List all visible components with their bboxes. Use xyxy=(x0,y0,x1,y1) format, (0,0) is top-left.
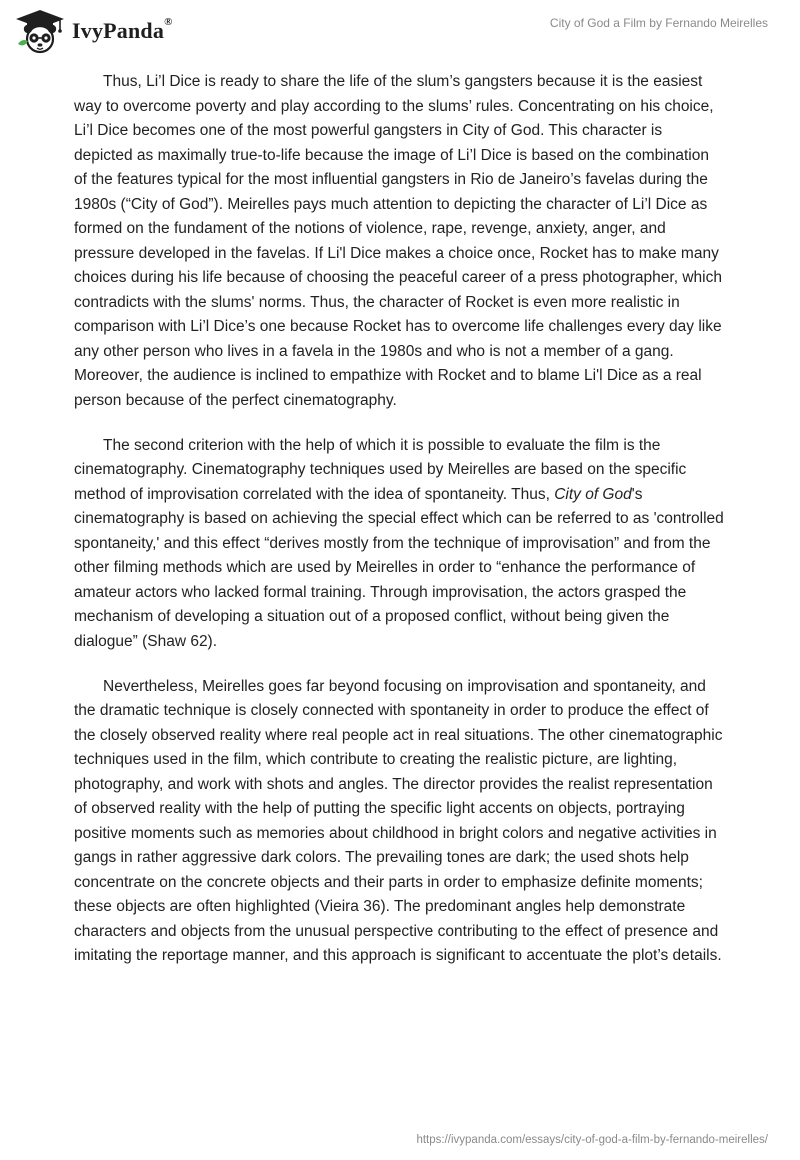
brand-logo[interactable] xyxy=(14,8,173,54)
source-url-link[interactable]: https://ivypanda.com/essays/city-of-god-a-film-by-fernando-meirelles/ xyxy=(416,1134,768,1146)
paragraph-3: Nevertheless, Meirelles goes far beyond focusing on improvisation and spontaneity, and the dramatic technique is closely connected with spontaneity in order to produce the effect of the closely observed reality where real people act in real situations. The other cinematographic techniques used in the film, which contribute to creating the realistic picture, are lighting, photography, and work with shots and angles. The director provides the realist representation of observed reality with the help of putting the specific light accents on objects, portraying positive moments such as memories about childhood in bright colors and negative activities in gangs in rather aggressive dark colors. The prevailing tones are dark; the used shots help concentrate on the concrete objects and their parts in order to emphasize definite moments; these objects are often highlighted (Vieira 36). The predominant angles help demonstrate characters and objects from the unusual perspective contributing to the effect of presence and imitating the reportage manner, and this approach is significant to accentuate the plot’s details. xyxy=(74,677,723,964)
paragraph-2-text-b: 's cinematography is based on achieving the special effect which can be referred to as 'controlled spontaneity,' and this effect “derives mostly from the technique of improvisation” and from the other filming methods which are used by Meirelles in order to “enhance the performance of amateur actors who lacked formal training. Through improvisation, the actors grasped the mechanism of developing a situation out of a proposed conflict, without being given the dialogue” (Shaw 62). xyxy=(74,485,724,650)
brand-name: IvyPanda® xyxy=(72,16,173,43)
registered-mark: ® xyxy=(164,16,173,28)
paragraph-2-text-a: The second criterion with the help of which it is possible to evaluate the film is the cinematography. Cinematography techniques used by Meirelles are based on the specific method of improvisation correlated with the idea of spontaneity. Thus, xyxy=(74,436,687,503)
paragraph-2 xyxy=(74,434,724,655)
film-title-italic: City of God xyxy=(554,485,632,503)
page-header xyxy=(0,0,800,62)
essay-body xyxy=(74,70,724,989)
paragraph-1: Thus, Li’l Dice is ready to share the life of the slum’s gangsters because it is the easiest way to overcome poverty and play according to the slums’ rules. Concentrating on his choice, Li’l Dice becomes one of the most powerful gangsters in City of God. This character is depicted as maximally true-to-life because the image of Li’l Dice is based on the combination of the features typical for the most influential gangsters in Rio de Janeiro’s favelas during the 1980s (“City of God”). Meirelles pays much attention to depicting the character of Li’l Dice as formed on the fundament of the notions of violence, rape, revenge, anxiety, anger, and pressure developed in the favelas. If Li'l Dice makes a choice once, Rocket has to make many choices during his life because of choosing the peaceful career of a press photographer, which contradicts with the slums' norms. Thus, the character of Rocket is even more realistic in comparison with Li’l Dice’s one because Rocket has to overcome life challenges every day like any other person who lives in a favela in the 1980s and who is not a member of a gang. Moreover, the audience is inclined to empathize with Rocket and to blame Li'l Dice as a real person because of the perfect cinematography. xyxy=(74,73,722,409)
document-title: City of God a Film by Fernando Meirelles xyxy=(549,16,768,30)
panda-graduate-icon xyxy=(14,8,66,54)
